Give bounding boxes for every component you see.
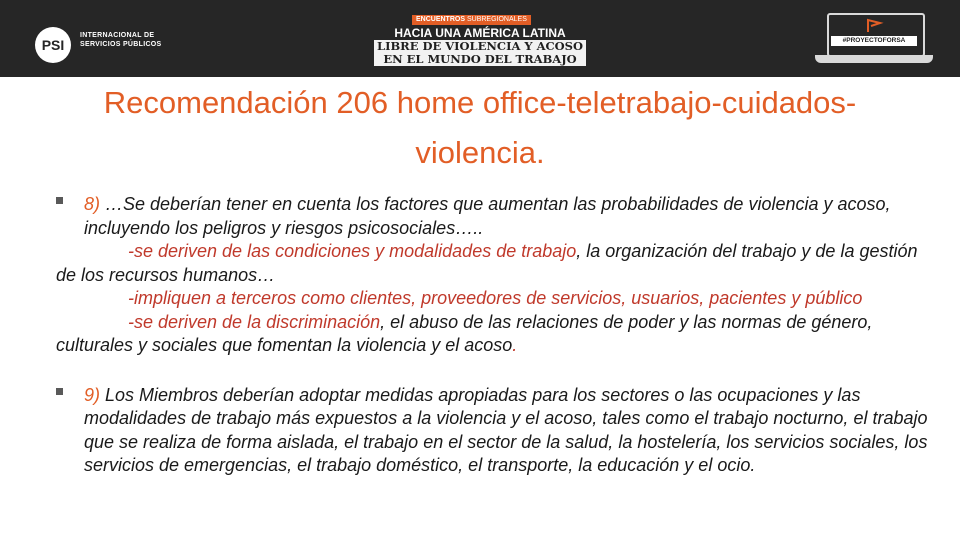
header-bar [0, 0, 960, 77]
item-1-rest: , la organización del trabajo y de la gestión de los recursos humanos… [56, 241, 918, 285]
psi-org-name [80, 31, 162, 49]
title-line1: Recomendación 206 home office-teletrabajo-cuidados- [103, 85, 857, 120]
banner-line2: LIBRE DE VIOLENCIA Y ACOSO [374, 40, 586, 53]
paragraph-9-text: Los Miembros deberían adoptar medidas apropiadas para los sectores o las ocupaciones y las modalidades de trabajo más expuestos a la violencia y el acoso, tales como el trabajo nocturno, el trabajo que se realiza de forma aislada, el trabajo en el sector de la salud, la hostelería, los servicios sociales, los servicios de emergencias, el trabajo doméstico, el transporte, la educación y el ocio. [84, 384, 928, 475]
paragraph-8-intro: …Se deberían tener en cuenta los factores que aumentan las probabilidades de violencia y acoso, incluyendo los peligros y riesgos psicosociales….. [84, 194, 891, 238]
paragraph-8-item-3 [56, 311, 936, 358]
page-title [20, 78, 940, 178]
banner-line3: EN EL MUNDO DEL TRABAJO [374, 53, 586, 66]
banner-tag-a: ENCUENTROS [416, 16, 466, 23]
item-1-emphasis: -se deriven de las condiciones y modalidades de trabajo [128, 241, 577, 261]
laptop-icon [827, 13, 925, 57]
banner-tag-b: SUBREGIONALES [466, 16, 527, 23]
item-3-rest: , el abuso de las relaciones de poder y las normas de género, culturales y sociales que fomentan la violencia y el acoso [56, 311, 873, 355]
item-3-end: . [512, 335, 518, 355]
paragraph-9 [56, 384, 936, 478]
paragraph-9-number: 9) [84, 384, 101, 405]
campaign-label: #PROYECTOFORSA [831, 36, 917, 46]
psi-org-line2: SERVICIOS PÚBLICOS [80, 41, 162, 48]
event-banner [372, 14, 588, 66]
paragraph-8-number: 8) [84, 194, 101, 214]
item-2-emphasis: -impliquen a terceros como clientes, proveedores de servicios, usuarios, pacientes y público [128, 288, 863, 308]
banner-line1: HACIA UNA AMÉRICA LATINA [394, 26, 566, 40]
square-bullet-icon [56, 388, 63, 395]
content-body [56, 193, 936, 478]
title-line2: violencia. [415, 135, 545, 170]
square-bullet-icon [56, 197, 63, 204]
psi-logo [34, 26, 72, 64]
banner-tag [412, 15, 531, 25]
campaign-logo [815, 13, 933, 66]
flag-icon [865, 18, 885, 34]
laptop-base [815, 55, 933, 63]
paragraph-8-item-2 [56, 287, 936, 311]
item-3-emphasis: -se deriven de la discriminación [128, 311, 381, 332]
paragraph-8-item-1 [56, 240, 936, 287]
paragraph-8 [56, 193, 936, 240]
psi-org-line1: INTERNACIONAL DE [80, 32, 155, 39]
psi-logo-text: PSI [41, 37, 65, 53]
